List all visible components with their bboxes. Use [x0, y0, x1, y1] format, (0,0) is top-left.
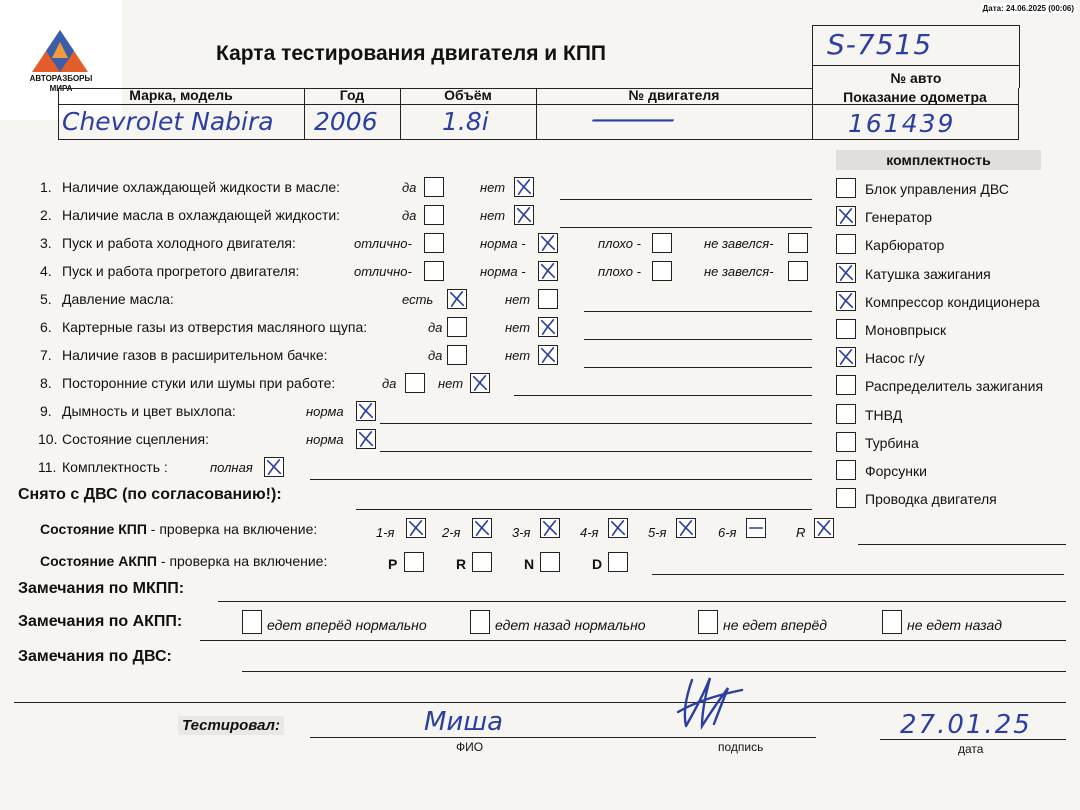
option-checkbox[interactable] [447, 317, 467, 337]
fill-line [584, 311, 812, 312]
plate-box [812, 25, 1020, 88]
fill-line [380, 451, 812, 452]
kpp-gear-checkbox[interactable] [676, 518, 696, 538]
logo-line2: МИРА [49, 84, 73, 93]
check-mark-icon [407, 519, 425, 537]
fill-line [560, 199, 812, 200]
row-number: 5. [40, 291, 52, 307]
completeness-item-label: Форсунки [865, 463, 927, 479]
row-number: 9. [40, 403, 52, 419]
row-label: Наличие охлаждающей жидкости в масле: [62, 179, 341, 195]
check-mark-icon [448, 290, 466, 308]
option-checkbox[interactable] [424, 205, 444, 225]
option-label: нет [505, 348, 531, 363]
akpp-gear-label: N [524, 556, 535, 572]
odometer-label: Показание одометра [843, 89, 987, 105]
completeness-checkbox[interactable] [836, 263, 856, 283]
check-mark-icon [357, 402, 375, 420]
odometer-value: 161439 [848, 109, 956, 138]
completeness-item-label: Компрессор кондиционера [865, 293, 1040, 310]
col-engine-label: № двигателя [628, 87, 720, 103]
row-number: 8. [40, 375, 52, 391]
kpp-gear-checkbox[interactable] [608, 518, 628, 538]
option-checkbox[interactable] [538, 289, 558, 309]
completeness-checkbox[interactable] [836, 291, 856, 311]
check-mark-icon [815, 519, 833, 537]
option-label: норма - [480, 264, 526, 279]
check-mark-icon [357, 430, 375, 448]
option-checkbox[interactable] [788, 261, 808, 281]
option-checkbox[interactable] [514, 205, 534, 225]
completeness-item-label: Генератор [865, 209, 933, 226]
completeness-checkbox[interactable] [836, 234, 856, 254]
kpp-title-row [40, 521, 317, 537]
akpp-remark-checkbox[interactable] [882, 610, 902, 634]
signature [672, 668, 752, 748]
option-label: да [428, 348, 443, 363]
kpp-gear-checkbox[interactable] [540, 518, 560, 538]
tested-label: Тестировал: [178, 716, 284, 735]
option-label: отлично- [354, 264, 412, 279]
option-checkbox[interactable] [264, 457, 284, 477]
check-mark-icon [837, 292, 855, 310]
akpp-gear-checkbox[interactable] [404, 552, 424, 572]
fio-label: ФИО [456, 740, 484, 754]
row-number: 4. [40, 263, 52, 279]
akpp-remark-label: едет вперёд нормально [267, 617, 427, 633]
date-label: дата [958, 742, 984, 756]
akpp-gear-label: D [592, 556, 603, 572]
akpp-gear-checkbox[interactable] [540, 552, 560, 572]
row-label: Давление масла: [62, 291, 174, 307]
option-checkbox[interactable] [356, 429, 376, 449]
engine-value: — [588, 102, 678, 137]
row-label: Наличие масла в охлаждающей жидкости: [62, 207, 341, 223]
option-label: не завелся- [704, 264, 774, 279]
completeness-checkbox[interactable] [836, 404, 856, 424]
row-number: 3. [40, 235, 52, 251]
option-checkbox[interactable] [405, 373, 425, 393]
completeness-item-label: Карбюратор [865, 237, 945, 254]
check-mark-icon [837, 207, 855, 225]
option-checkbox[interactable] [470, 373, 490, 393]
check-mark-icon [837, 264, 855, 282]
option-label: норма [306, 432, 344, 447]
completeness-checkbox[interactable] [836, 375, 856, 395]
akpp-remark-checkbox[interactable] [698, 610, 718, 634]
completeness-item-label: Турбина [865, 434, 919, 451]
option-label: да [402, 180, 417, 195]
option-label: полная [210, 460, 253, 475]
option-checkbox[interactable] [424, 233, 444, 253]
kpp-gear-checkbox[interactable] [814, 518, 834, 538]
akpp-gear-checkbox[interactable] [608, 552, 628, 572]
row-label: Наличие газов в расширительном бачке: [62, 347, 328, 363]
option-label: нет [505, 320, 531, 335]
option-label: плохо - [598, 236, 641, 251]
option-checkbox[interactable] [424, 177, 444, 197]
row-number: 2. [40, 207, 52, 223]
kpp-gear-checkbox[interactable] [746, 518, 766, 538]
header-table [58, 88, 1018, 140]
akpp-gear-checkbox[interactable] [472, 552, 492, 572]
check-mark-icon [609, 519, 627, 537]
completeness-item-label: Моновпрыск [865, 322, 947, 338]
date-stamp: Дата: 24.06.2025 (00:06) [982, 4, 1074, 13]
option-checkbox[interactable] [447, 345, 467, 365]
row-label: Картерные газы из отверстия масляного щупа: [62, 319, 368, 335]
option-checkbox[interactable] [652, 261, 672, 281]
akpp-subtitle: - проверка на включение: [157, 553, 328, 569]
option-label: нет [505, 292, 531, 307]
option-checkbox[interactable] [538, 345, 558, 365]
fill-line [514, 395, 812, 396]
check-mark-icon [539, 346, 557, 364]
kpp-gear-label: 6-я [718, 525, 737, 540]
check-mark-icon [515, 206, 533, 224]
option-checkbox[interactable] [652, 233, 672, 253]
completeness-checkbox[interactable] [836, 319, 856, 339]
fill-line [560, 227, 812, 228]
option-label: да [402, 208, 417, 223]
remarks-akpp-label: Замечания по АКПП: [18, 613, 183, 630]
check-mark-icon [677, 519, 695, 537]
kpp-title: Состояние КПП [40, 521, 147, 537]
check-mark-icon [539, 262, 557, 280]
dash-mark-icon [747, 519, 765, 537]
option-checkbox[interactable] [538, 317, 558, 337]
year-value: 2006 [314, 107, 378, 136]
completeness-checkbox[interactable] [836, 460, 856, 480]
row-label: Состояние сцепления: [62, 431, 209, 447]
removed-label: Снято с ДВС (по согласованию!): [18, 486, 282, 503]
row-number: 11. [38, 459, 57, 475]
remarks-mkpp-label: Замечания по МКПП: [18, 580, 185, 597]
completeness-checkbox[interactable] [836, 206, 856, 226]
tester-name: Миша [424, 707, 504, 737]
completeness-item-label: ТНВД [865, 406, 903, 423]
option-label: отлично- [354, 236, 412, 251]
check-mark-icon [471, 374, 489, 392]
fill-line [584, 367, 812, 368]
option-label: есть [402, 292, 434, 307]
akpp-title: Состояние АКПП [40, 553, 157, 569]
completeness-item-label: Распределитель зажигания [865, 378, 1044, 395]
akpp-remark-label: не едет вперёд [723, 617, 828, 633]
option-checkbox[interactable] [424, 261, 444, 281]
option-label: плохо - [598, 264, 641, 279]
page-title: Карта тестирования двигателя и КПП [216, 42, 607, 65]
akpp-remark-label: не едет назад [907, 617, 1002, 633]
row-number: 10. [38, 431, 58, 447]
kpp-gear-label: 3-я [512, 525, 531, 540]
check-mark-icon [541, 519, 559, 537]
kpp-gear-label: 5-я [648, 525, 667, 540]
option-label: нет [480, 208, 506, 223]
check-mark-icon [539, 234, 557, 252]
option-label: да [382, 376, 397, 391]
akpp-gear-label: R [456, 556, 467, 572]
kpp-gear-checkbox[interactable] [472, 518, 492, 538]
completeness-item-label: Блок управления ДВС [865, 181, 1009, 197]
kpp-gear-checkbox[interactable] [406, 518, 426, 538]
option-label: нет [438, 376, 464, 391]
option-label: не завелся- [704, 236, 774, 251]
kpp-gear-label: 2-я [442, 525, 461, 540]
row-number: 7. [40, 347, 52, 363]
row-label: Пуск и работа прогретого двигателя: [62, 263, 300, 279]
check-mark-icon [473, 519, 491, 537]
option-label: да [428, 320, 443, 335]
row-label: Пуск и работа холодного двигателя: [62, 235, 296, 251]
signature-label: подпись [718, 740, 764, 754]
completeness-checkbox[interactable] [836, 488, 856, 508]
akpp-title-row [40, 553, 327, 569]
completeness-item-label: Катушка зажигания [865, 265, 991, 282]
akpp-remark-label: едет назад нормально [495, 617, 646, 633]
remarks-dvs-label: Замечания по ДВС: [18, 648, 172, 665]
col-volume-label: Объём [444, 87, 492, 103]
akpp-remark-checkbox[interactable] [470, 610, 490, 634]
completeness-checkbox[interactable] [836, 178, 856, 198]
make-value: Chevrolet Nabira [62, 107, 274, 136]
option-checkbox[interactable] [538, 261, 558, 281]
kpp-subtitle: - проверка на включение: [146, 521, 318, 537]
option-checkbox[interactable] [447, 289, 467, 309]
fill-line [584, 339, 812, 340]
option-label: норма [306, 404, 344, 419]
fill-line [380, 423, 812, 424]
completeness-checkbox[interactable] [836, 432, 856, 452]
row-label: Посторонние стуки или шумы при работе: [62, 375, 336, 391]
col-make-label: Марка, модель [129, 87, 233, 103]
fill-line [310, 479, 812, 480]
completeness-item-label: Проводка двигателя [865, 491, 997, 508]
akpp-remark-checkbox[interactable] [242, 610, 262, 634]
option-checkbox[interactable] [356, 401, 376, 421]
volume-value: 1.8i [442, 107, 489, 136]
row-number: 1. [40, 179, 52, 195]
col-year-label: Год [339, 87, 365, 103]
option-checkbox[interactable] [788, 233, 808, 253]
row-number: 6. [40, 319, 52, 335]
check-mark-icon [539, 318, 557, 336]
option-checkbox[interactable] [538, 233, 558, 253]
plate-label: № авто [890, 70, 942, 86]
check-mark-icon [837, 348, 855, 366]
completeness-checkbox[interactable] [836, 347, 856, 367]
kpp-gear-label: 4-я [580, 525, 599, 540]
option-checkbox[interactable] [514, 177, 534, 197]
completeness-title: комплектность [836, 150, 1041, 170]
date-value: 27.01.25 [900, 710, 1032, 740]
akpp-gear-label: P [388, 556, 398, 572]
option-label: нет [480, 180, 506, 195]
plate-value: S-7515 [827, 28, 933, 61]
kpp-gear-label: R [796, 525, 806, 540]
completeness-item-label: Насос г/у [865, 350, 925, 367]
logo-line1: АВТОРАЗБОРЫ [29, 74, 93, 83]
row-label: Дымность и цвет выхлопа: [62, 403, 236, 419]
option-label: норма - [480, 236, 526, 251]
row-label: Комплектность : [62, 459, 168, 475]
logo-icon [30, 28, 90, 74]
check-mark-icon [515, 178, 533, 196]
check-mark-icon [265, 458, 283, 476]
kpp-gear-label: 1-я [376, 525, 395, 540]
